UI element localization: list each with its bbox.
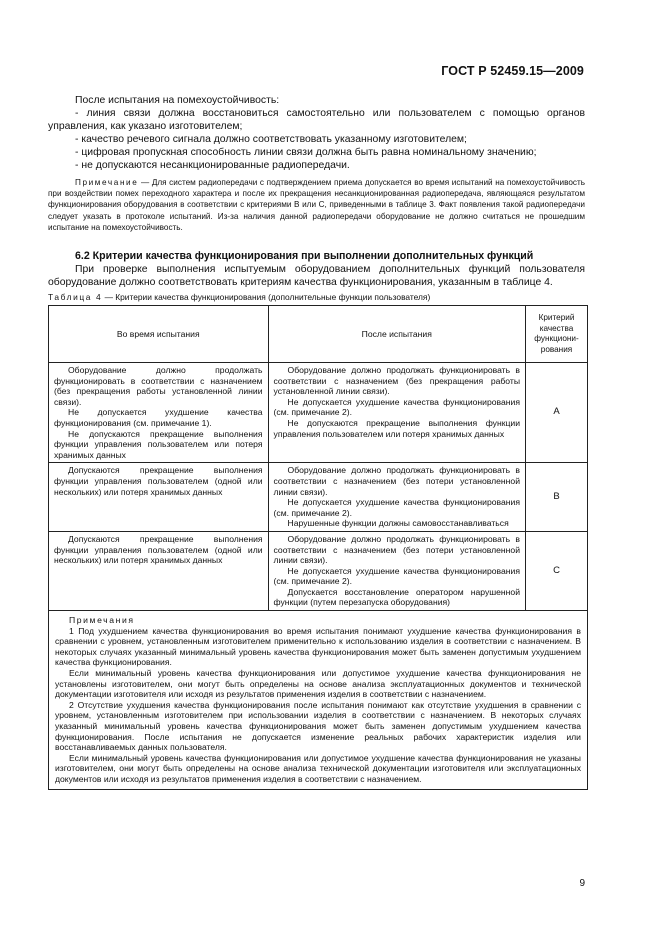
table-caption	[48, 292, 430, 302]
table-caption-label: Таблица 4	[48, 292, 103, 302]
note-text: — Для систем радиопередачи с подтверждением приема допускается во время испытаний на помехоустойчивость при воздействии помех переходного характера и после их прекращения несанкционированная радиопередача, являющаяся результатом функционирования оборудования в соответствии с критериями В или С, приведенными в таблице 3. Факт появления такой радиопередачи следует указать в протоколе испытаний. Из-за наличия данной радиопередачи оборудование не должно считаться не прошедшим испытание на помехоустойчивость.	[48, 178, 586, 232]
notes-title: Примечания	[69, 615, 135, 626]
post-test-requirements	[48, 94, 585, 172]
intro-bullet: - цифровая пропускная способность линии связи должна быть равна номинальному значению;	[75, 147, 537, 158]
criteria-table	[48, 305, 588, 790]
cell-after: Оборудование должно продолжать функционировать в соответствии с назначением (без прекращения работы установленной линии связи). Не допускается ухудшение качества функционирования (см. примечание 2). Не допускаются прекращение выполнения функции управления пользователем или потеря хранимых данных	[268, 363, 525, 463]
table-notes	[49, 611, 588, 790]
header-after: После испытания	[268, 306, 525, 363]
document-header: ГОСТ Р 52459.15—2009	[441, 64, 584, 78]
table-row	[49, 531, 588, 610]
cell-criterion: А	[526, 363, 588, 463]
cell-during: Допускаются прекращение выполнения функции управления пользователем (одной или нескольких) или потеря хранимых данных	[49, 531, 269, 610]
table-note: Если минимальный уровень качества функционирования или допустимое ухудшение качества функционирования не установлены изготовителем, они могут быть определены на основе анализа эксплуатационных документов и технической документации изготовителя или исходя из результатов применения изделия в соответствии с назначением.	[55, 668, 581, 700]
section-6-2	[48, 250, 585, 289]
note-label: Примечание	[75, 178, 139, 187]
intro-bullet: - линия связи должна восстановиться самостоятельно или пользователем с помощью органов управления, как указано изготовителем;	[48, 108, 585, 132]
header-criterion: Критерий качества функциони-рования	[526, 306, 588, 363]
table-note: Если минимальный уровень качества функционирования или допустимое ухудшение качества функционирования не указаны изготовителем, они могут быть определены на основе анализа технической документации изготовителя или эксплуатационных документов или исходя из результатов применения изделия в соответствии с назначением.	[55, 752, 581, 784]
table-note: 1 Под ухудшением качества функционирования во время испытания понимают ухудшение качества функционирования в сравнении с уровнем, установленным изготовителем применительно к использованию изделия в соответствии с назначением. В некоторых случаях указанный минимальный уровень качества функционирования может быть заменен допустимым ухудшением качества функционирования.	[55, 625, 581, 668]
intro-bullet: - не допускаются несанкционированные радиопередачи.	[75, 160, 350, 171]
cell-criterion: В	[526, 463, 588, 532]
cell-after: Оборудование должно продолжать функционировать в соответствии с назначением (без потери установленной линии связи). Не допускается ухудшение качества функционирования (см. примечание 2). Допускается восстановление оператором нарушенной функции (путем перезапуска оборудования)	[268, 531, 525, 610]
intro-lead: После испытания на помехоустойчивость:	[75, 95, 280, 106]
section-text: При проверке выполнения испытуемым оборудованием дополнительных функций пользователя оборудование должно соответствовать критериям качества функционирования, указанным в таблице 4.	[48, 264, 585, 288]
table-row	[49, 363, 588, 463]
table-note: 2 Отсутствие ухудшения качества функционирования после испытания понимают как отсутствие ухудшения в сравнении с уровнем, установленным изготовителем при использовании изделия в соответствии с назначением. В некоторых случаях указанный минимальный уровень качества функционирования может быть заменен допустимым ухудшением качества функционирования. После испытания не допускается изменение реальных рабочих характеристик изделия или восстанавливаемых данных пользователя.	[55, 699, 581, 753]
table-header-row	[49, 306, 588, 363]
header-during: Во время испытания	[49, 306, 269, 363]
cell-criterion: С	[526, 531, 588, 610]
intro-bullet: - качество речевого сигнала должно соответствовать указанному изготовителем;	[75, 134, 467, 145]
note-paragraph	[48, 177, 585, 233]
table-notes-row	[49, 611, 588, 790]
section-title: 6.2 Критерии качества функционирования при выполнении дополнительных функций	[75, 250, 534, 262]
table-caption-text: — Критерии качества функционирования (дополнительные функции пользователя)	[104, 292, 431, 302]
table-row	[49, 463, 588, 532]
cell-during: Допускаются прекращение выполнения функции управления пользователем (одной или нескольких) или потеря хранимых данных	[49, 463, 269, 532]
cell-after: Оборудование должно продолжать функционировать в соответствии с назначением (без потери установленной линии связи). Не допускается ухудшение качества функционирования (см. примечание 2). Нарушенные функции должны самовосстанавливаться	[268, 463, 525, 532]
cell-during: Оборудование должно продолжать функционировать в соответствии с назначением (без прекращения работы установленной линии связи). Не допускается ухудшение качества функционирования (см. примечание 1). Не допускаются прекращение выполнения функции управления пользователем или потеря хранимых данных	[49, 363, 269, 463]
page-number: 9	[579, 878, 585, 889]
